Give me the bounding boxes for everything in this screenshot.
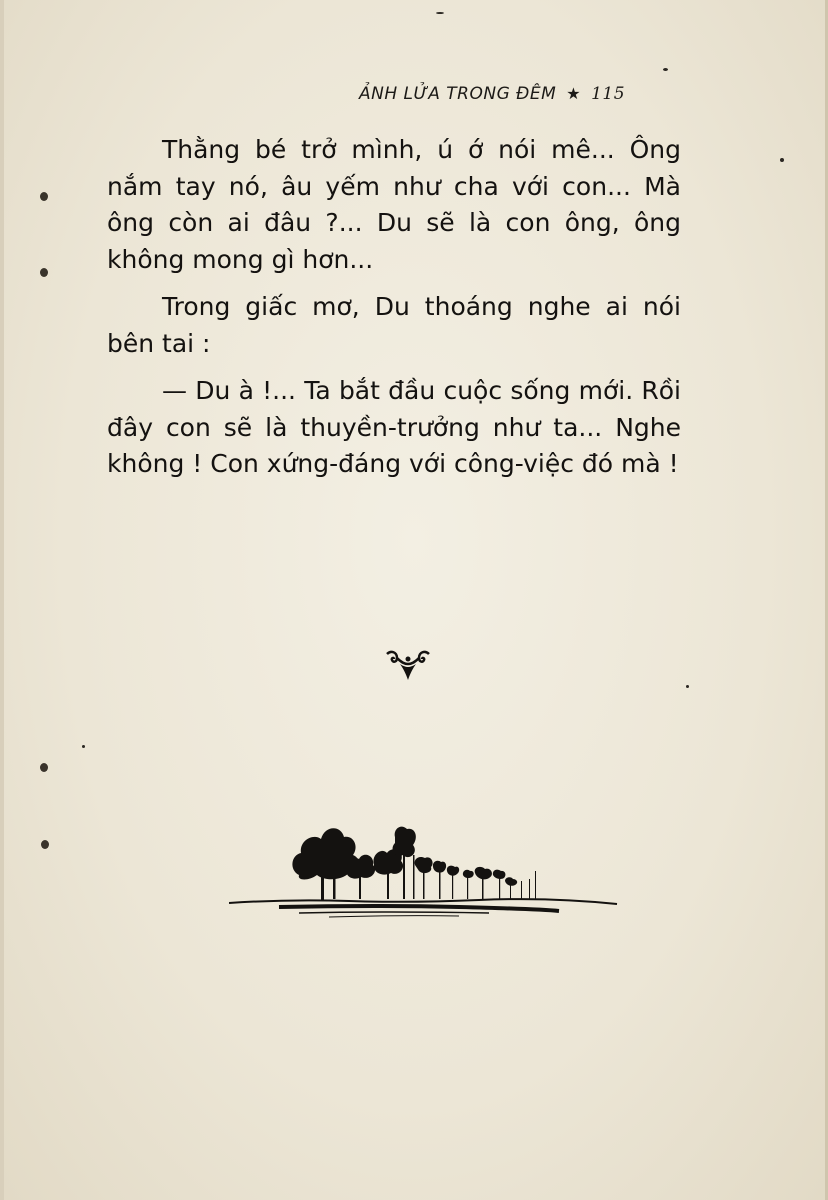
paper-speck [436,12,444,14]
paragraph: — Du à !... Ta bắt đầu cuộc sống mới. Rồi đây con sẽ là thuyền-trưởng như ta... Nghe không ! Con xứng-đáng với công-việc đó mà ! [107,376,681,478]
running-title: ẢNH LỬA TRONG ĐÊM [359,84,557,104]
paper-speck [82,745,85,748]
tree-line-landscape-icon [229,815,619,925]
paper-speck [686,685,689,688]
running-header [359,84,689,104]
paragraph: Trong giấc mơ, Du thoáng nghe ai nói bên tai : [107,292,681,358]
fleuron-ornament-icon [385,648,431,682]
paper-speck [663,68,668,71]
body-text [107,132,681,494]
paper-speck [780,158,784,162]
binding-hole [40,192,48,201]
binding-hole [40,763,48,772]
star-icon: ★ [566,84,582,103]
page-number: 115 [591,84,626,104]
paragraph: Thằng bé trở mình, ú ớ nói mê... Ông nắm tay nó, âu yếm như cha với con... Mà ông còn ai đâu ?... Du sẽ là con ông, ông không mong gì hơn... [107,135,681,274]
binding-hole [40,268,48,277]
binding-hole [41,840,49,849]
